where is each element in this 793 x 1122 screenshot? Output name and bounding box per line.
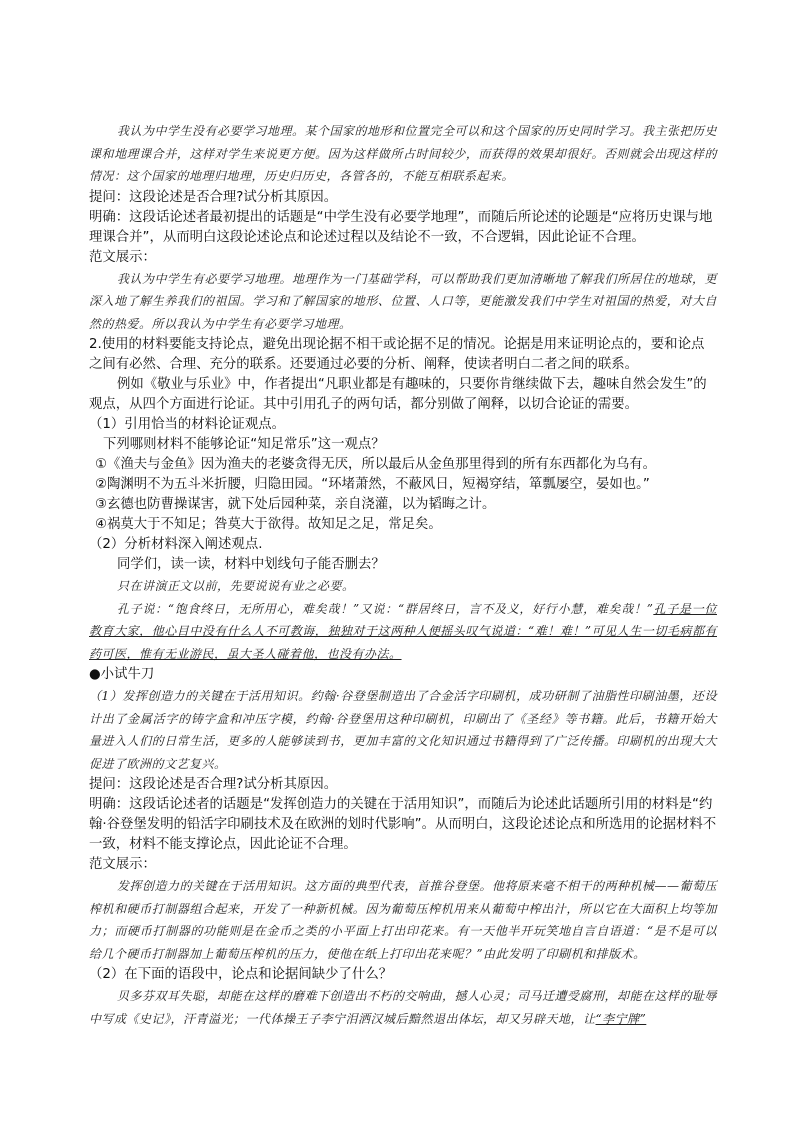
trial-2: （2）在下面的语段中，论点和论据间缺少了什么？: [89, 967, 393, 982]
trial-2-text: [89, 985, 717, 1030]
underlined-sentence: 孔子是一位教育大家，他心目中没有什么人不可教诲，独独对于这两种人便摇头叹气说道：“难！难！”可见人生一切毛病都有药可医，惟有无业游民，虽大圣人碰着他，也没有办法。: [89, 601, 717, 661]
quote-intro: 只在讲演正文以前，先要说说有业之必要。: [117, 579, 355, 593]
answer-2: 明确：这段话论述者的话题是“发挥创造力的关键在于活用知识”，而随后为论述此话题所引用的材料是“约翰·谷登堡发明的铅活字印刷技术及在欧洲的划时代影响”。从而明白，这段论述论点和所选用的论据材料不一致，材料不能支撑论点，因此论证不合理。: [89, 797, 717, 852]
question-1: 提问：这段论述是否合理?试分析其原因。: [89, 189, 338, 205]
option-3: ③玄德也防曹操谋害，就下处后园种菜，亲自浇灌，以为韬晦之计。: [95, 497, 496, 512]
trial-2-underlined: “李宁牌”: [595, 1011, 647, 1026]
quote-confucius: [89, 598, 717, 666]
trial-1: （1）发挥创造力的关键在于活用知识。约翰·谷登堡制造出了合金活字印刷机，成功研制了油脂性印刷油墨，还设计出了金属活字的铸字盒和冲压字模，约翰·谷登堡用这种印刷机，印刷出了《圣经》等书籍。此后，书籍开始大量进入人们的日常生活，更多的人能够读到书，更加丰富的文化知识通过书籍得到了广泛传播。印刷机的出现大大促进了欧洲的文艺复兴。: [89, 689, 717, 771]
example-2: 例如《敬业与乐业》中，作者提出“凡职业都是有趣味的，只要你肯继续做下去，趣味自然会发生”的观点，从四个方面进行论证。其中引用孔子的两句话，都分别做了阐释，以切合论证的需要。: [89, 377, 707, 412]
sub-question-1: 下列哪则材料不能够论证“知足常乐”这一观点？: [103, 437, 385, 452]
sample-essay-2: 发挥创造力的关键在于活用知识。这方面的典型代表，首推谷登堡。他将原来毫不相干的两种机械——葡萄压榨机和硬币打制器组合起来，开发了一种新机械。因为葡萄压榨机用来从葡萄中榨出汁，所以它在大面积上均等加力；而硬币打制器的功能则是在金币之类的小平面上打出印花来。有一天他半开玩笑地自言自语道：“是不是可以给几个硬币打制器加上葡萄压榨机的压力，使他在纸上打印出花来呢？”由此发明了印刷机和排版术。: [89, 879, 718, 961]
option-1: ①《渔夫与金鱼》因为渔夫的老婆贪得无厌，所以最后从金鱼那里得到的所有东西都化为乌有。: [95, 457, 657, 472]
trial-2-text-plain: 贝多芬双耳失聪，却能在这样的磨难下创造出不朽的交响曲，撼人心灵；司马迁遭受腐刑，却能在这样的耻辱中写成《史记》，汗青溢光；一代体操王子李宁泪洒汉城后黯然退出体坛，却又另辟天地，让: [89, 989, 718, 1026]
section-heading-trial: ●小试牛刀: [89, 667, 155, 682]
quote-confucius-text: 孔子说：“饱食终日，无所用心，难矣哉！”又说：“群居终日，言不及义，好行小慧，难矣哉！”: [117, 601, 654, 616]
answer-1: 明确：这段话论述者最初提出的话题是“中学生没有必要学地理”，而随后所论述的论题是“应将历史课与地理课合并”，从而明白这段论述论点和论述过程以及结论不一致，不合逻辑，因此论证不合理。: [89, 209, 713, 245]
option-4: ④祸莫大于不知足；咎莫大于欲得。故知足之足，常足矣。: [95, 517, 442, 532]
sub-question-2: 同学们，读一读，材料中划线句子能否删去？: [117, 557, 385, 572]
sample-label-2: 范文展示：: [89, 857, 156, 872]
sample-label-1: 范文展示：: [89, 249, 156, 265]
question-2: 提问：这段论述是否合理?试分析其原因。: [89, 777, 338, 792]
sub-heading-1: （1）引用恰当的材料论证观点。: [89, 417, 285, 432]
point-2: 2.使用的材料要能支持论点，避免出现论据不相干或论据不足的情况。论据是用来证明论点的，要和论点之间有必然、合理、充分的联系。还要通过必要的分析、阐释，使读者明白二者之间的联系。: [89, 337, 705, 372]
paragraph-geography-argument: 我认为中学生没有必要学习地理。某个国家的地形和位置完全可以和这个国家的历史同时学习。我主张把历史课和地理课合并，这样对学生来说更方便。因为这样做所占时间较少，而获得的效果却很好。否则就会出现这样的情况：这个国家的地理归地理，历史归历史，各管各的，不能互相联系起来。: [89, 124, 718, 183]
option-2: ②陶渊明不为五斗米折腰，归隐田园。“环堵萧然，不蔽风日，短褐穿结，箪瓢屡空，晏如也。”: [95, 477, 650, 492]
sample-essay-1: 我认为中学生有必要学习地理。地理作为一门基础学科，可以帮助我们更加清晰地了解我们所居住的地球，更深入地了解生养我们的祖国。学习和了解国家的地形、位置、人口等，更能激发我们中学生对祖国的热爱，对大自然的热爱。所以我认为中学生有必要学习地理。: [89, 271, 718, 331]
sub-heading-2: （2）分析材料深入阐述观点.: [89, 537, 263, 552]
